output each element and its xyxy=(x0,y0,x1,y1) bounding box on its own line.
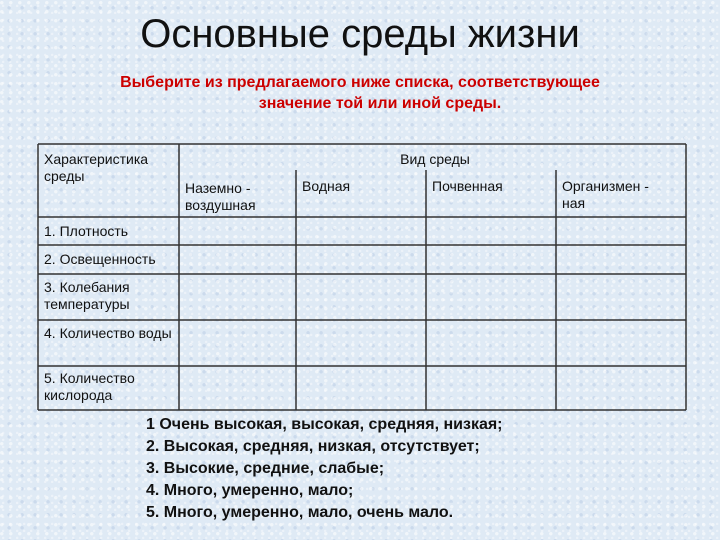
row-label-illumination: 2. Освещенность xyxy=(44,251,156,267)
instruction-line-2: значение той или иной среды. xyxy=(258,95,502,112)
answer-item-3: 3. Высокие, средние, слабые; xyxy=(146,460,385,477)
instruction-line-1: Выберите из предлагаемого ниже списка, соответствующее xyxy=(120,74,600,91)
answer-item-5: 5. Много, умеренно, мало, очень мало. xyxy=(146,504,454,521)
answer-list xyxy=(146,414,503,524)
answer-item-4: 4. Много, умеренно, мало; xyxy=(146,482,354,499)
slide-title: Основные среды жизни xyxy=(140,12,580,56)
column-header-soil: Почвенная xyxy=(432,178,503,194)
row-label-temperature: 3. Колебания температуры xyxy=(44,279,130,312)
answer-item-1: 1 Очень высокая, высокая, средняя, низкая; xyxy=(146,416,503,433)
column-header-water: Водная xyxy=(302,178,351,194)
row-label-oxygen: 5. Количество кислорода xyxy=(44,370,135,403)
corner-header: Характеристика среды xyxy=(44,151,149,184)
group-header: Вид среды xyxy=(400,151,470,167)
column-header-land-air: Наземно - воздушная xyxy=(185,180,256,213)
answer-item-2: 2. Высокая, средняя, низкая, отсутствует; xyxy=(146,438,480,455)
column-header-organism: Организмен - ная xyxy=(562,178,649,211)
row-label-water-amount: 4. Количество воды xyxy=(44,325,172,341)
row-label-density: 1. Плотность xyxy=(44,223,129,239)
